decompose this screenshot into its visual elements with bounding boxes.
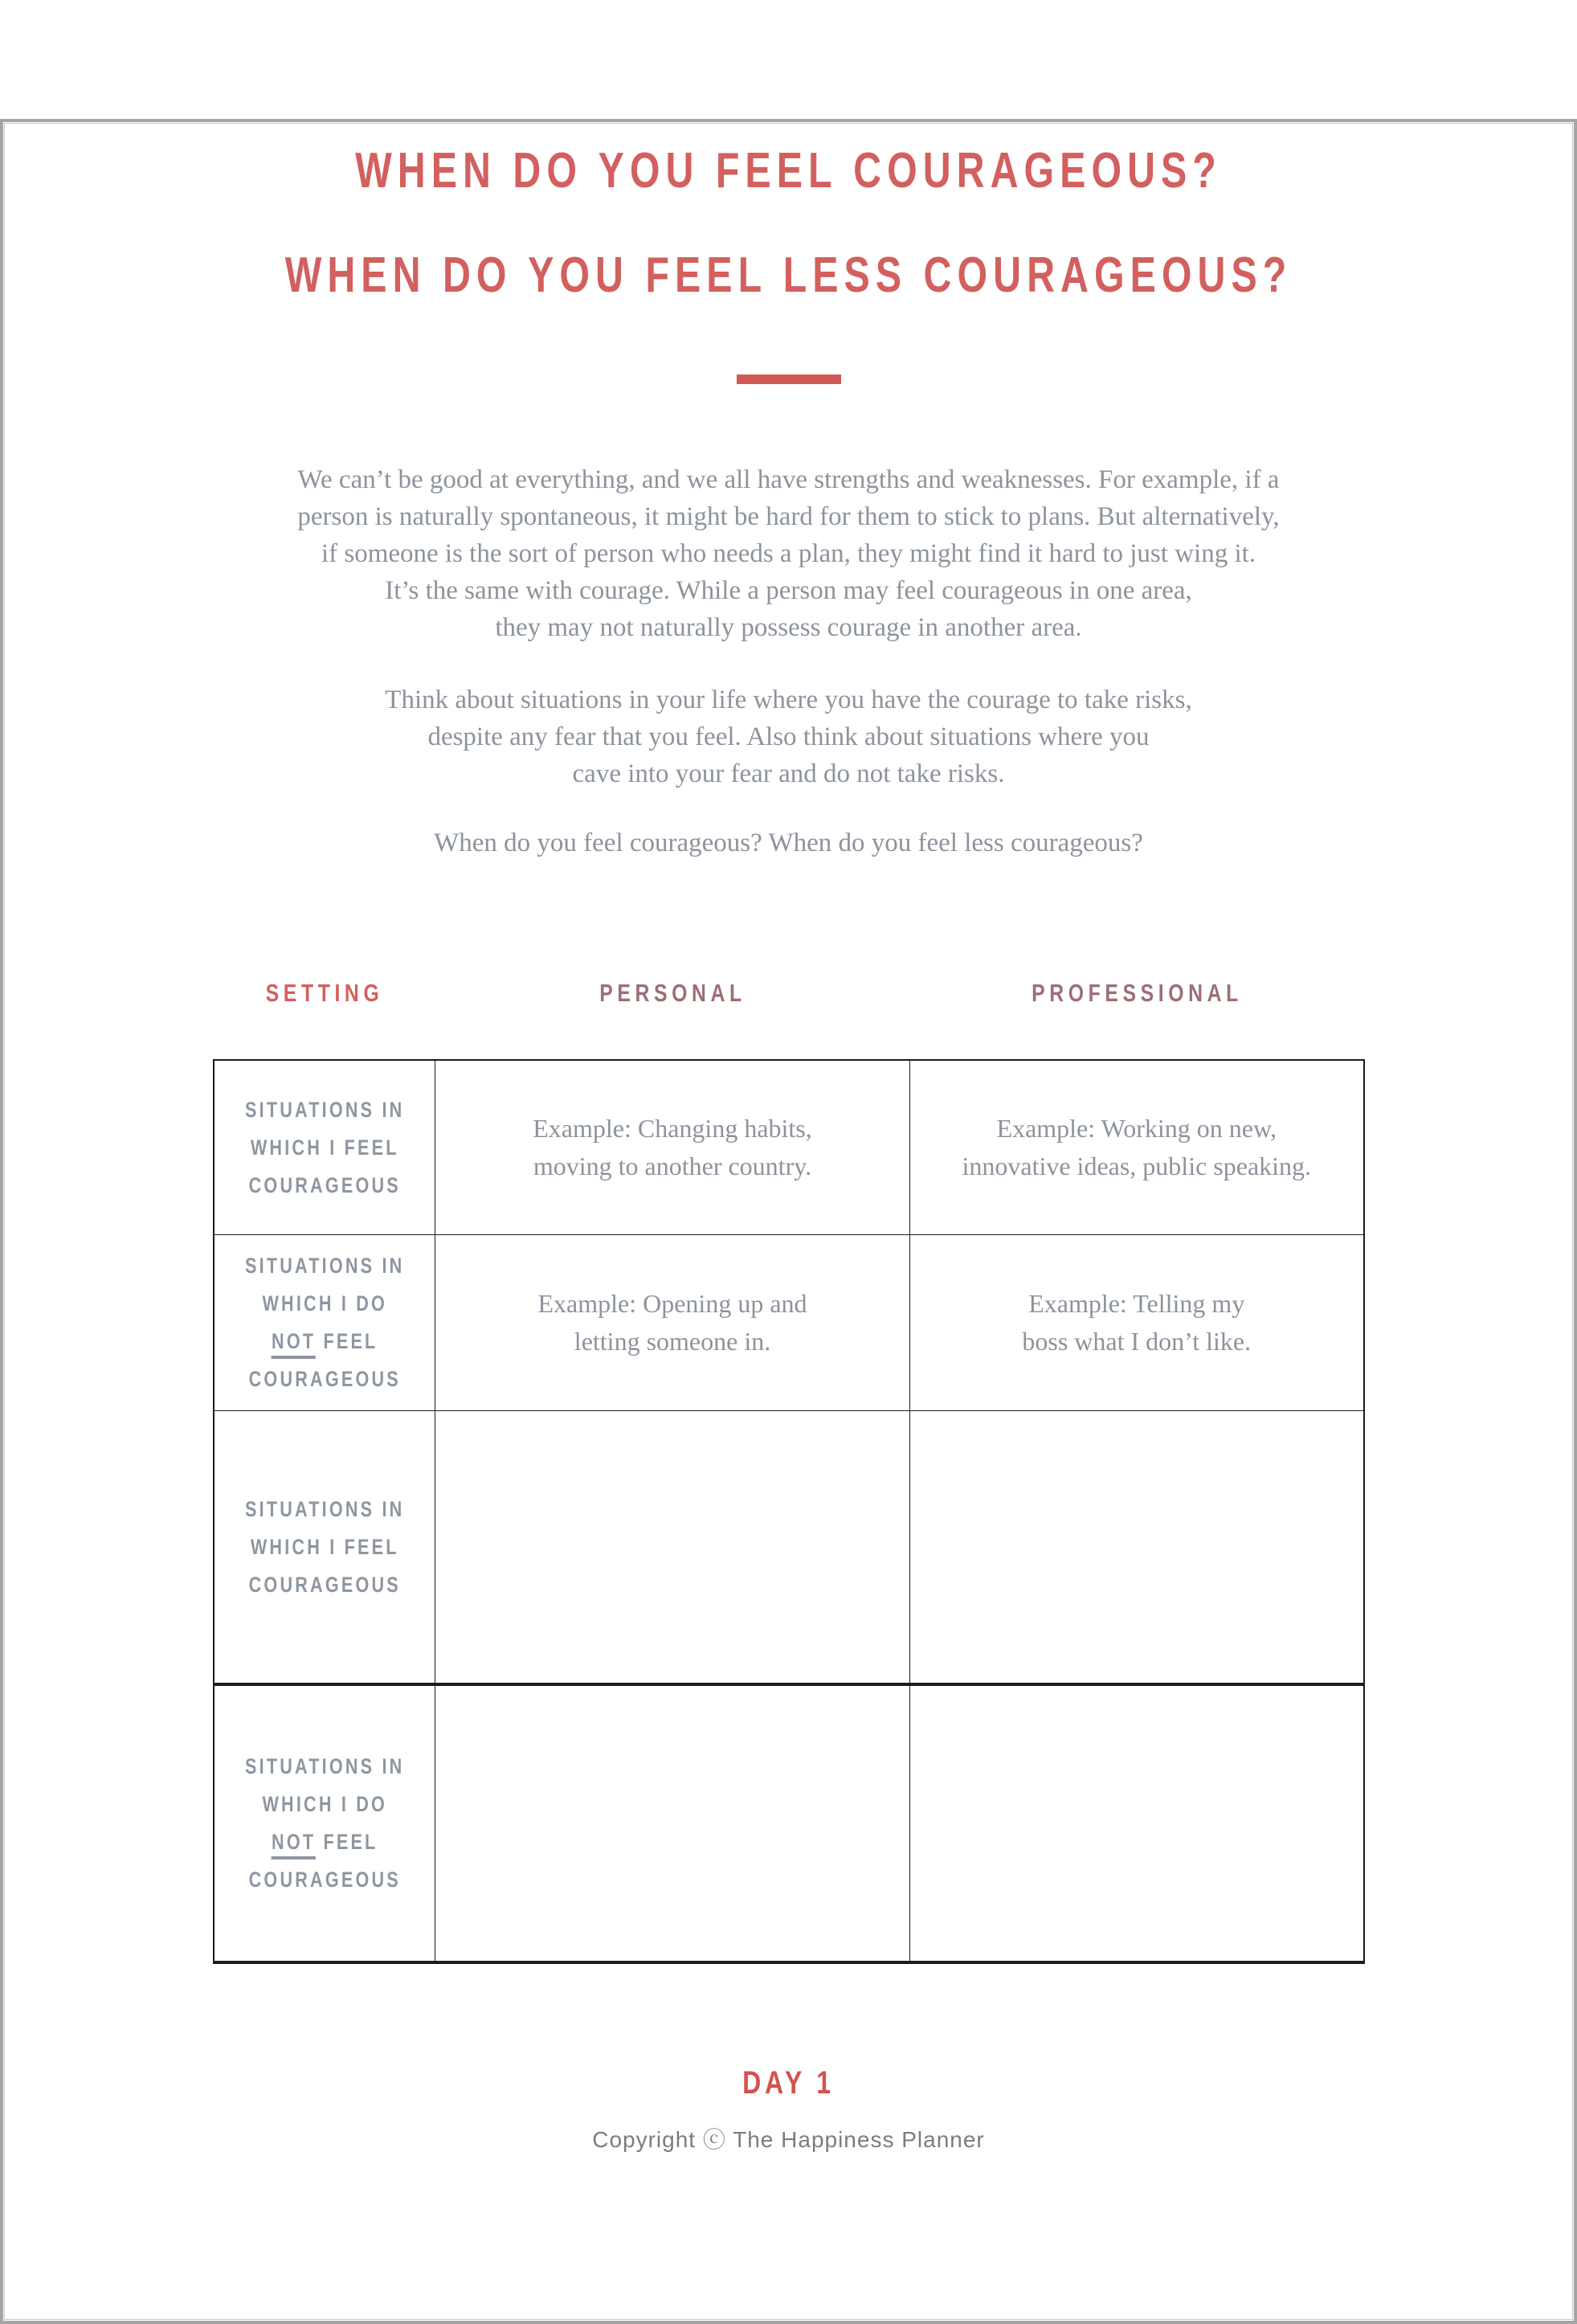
prompt-line: Think about situations in your life where you have the courage to take risks,: [385, 685, 1192, 714]
table-column-headers: [214, 979, 1364, 1008]
underlined-not: NOT: [272, 1329, 316, 1359]
column-header-personal: PERSONAL: [599, 979, 746, 1007]
table-row-feel-courageous-blank: [214, 1411, 1364, 1685]
prompt-paragraph: [0, 681, 1577, 792]
intro-line: It’s the same with courage. While a person may feel courageous in one area,: [385, 576, 1192, 605]
table-row-not-courageous-blank: [214, 1684, 1364, 1962]
day-label: DAY 1: [742, 2065, 835, 2101]
input-cell-personal-courageous[interactable]: [435, 1411, 910, 1685]
intro-paragraph: [0, 461, 1577, 646]
cell-personal-example-courageous: Example: Changing habits, moving to another country.: [435, 1060, 910, 1235]
row-label-not-courageous: SITUATIONS IN WHICH I DO NOT FEEL COURAGEOUS: [214, 1235, 435, 1411]
underlined-not: NOT: [272, 1830, 316, 1860]
row-label-not-courageous: SITUATIONS IN WHICH I DO NOT FEEL COURAGEOUS: [214, 1684, 435, 1962]
question-line: When do you feel courageous? When do you feel less courageous?: [434, 829, 1143, 857]
intro-line: We can’t be good at everything, and we all have strengths and weaknesses. For example, if a: [297, 465, 1280, 494]
prompt-line: despite any fear that you feel. Also think about situations where you: [427, 722, 1150, 751]
intro-line: person is naturally spontaneous, it might be hard for them to stick to plans. But alternatively,: [297, 502, 1280, 531]
prompt-line: cave into your fear and do not take risks.: [572, 759, 1005, 788]
title-line-1: WHEN DO YOU FEEL COURAGEOUS?: [355, 143, 1222, 198]
cell-personal-example-not-courageous: Example: Opening up and letting someone in.: [435, 1235, 910, 1411]
cell-professional-example-not-courageous: Example: Telling my boss what I don’t like.: [910, 1235, 1364, 1411]
intro-line: if someone is the sort of person who needs a plan, they might find it hard to just wing it.: [321, 539, 1256, 568]
row-label-feel-courageous: SITUATIONS IN WHICH I FEEL COURAGEOUS: [214, 1411, 435, 1685]
cell-professional-example-courageous: Example: Working on new, innovative ideas, public speaking.: [910, 1060, 1364, 1235]
copyright-text: Copyright ⓒ The Happiness Planner: [592, 2127, 985, 2152]
table-row-not-courageous-examples: [214, 1235, 1364, 1411]
page-title: [0, 119, 1577, 328]
table-row-feel-courageous-examples: [214, 1060, 1364, 1235]
input-cell-personal-not-courageous[interactable]: [435, 1684, 910, 1962]
column-header-professional: PROFESSIONAL: [1031, 979, 1243, 1007]
courage-table: [213, 1059, 1365, 1964]
row-label-feel-courageous: SITUATIONS IN WHICH I FEEL COURAGEOUS: [214, 1060, 435, 1235]
input-cell-professional-courageous[interactable]: [910, 1411, 1364, 1685]
title-line-2: WHEN DO YOU FEEL LESS COURAGEOUS?: [284, 248, 1293, 303]
intro-line: they may not naturally possess courage in another area.: [495, 613, 1082, 642]
column-header-setting: SETTING: [265, 979, 383, 1007]
input-cell-professional-not-courageous[interactable]: [910, 1684, 1364, 1962]
title-divider: [737, 374, 841, 384]
